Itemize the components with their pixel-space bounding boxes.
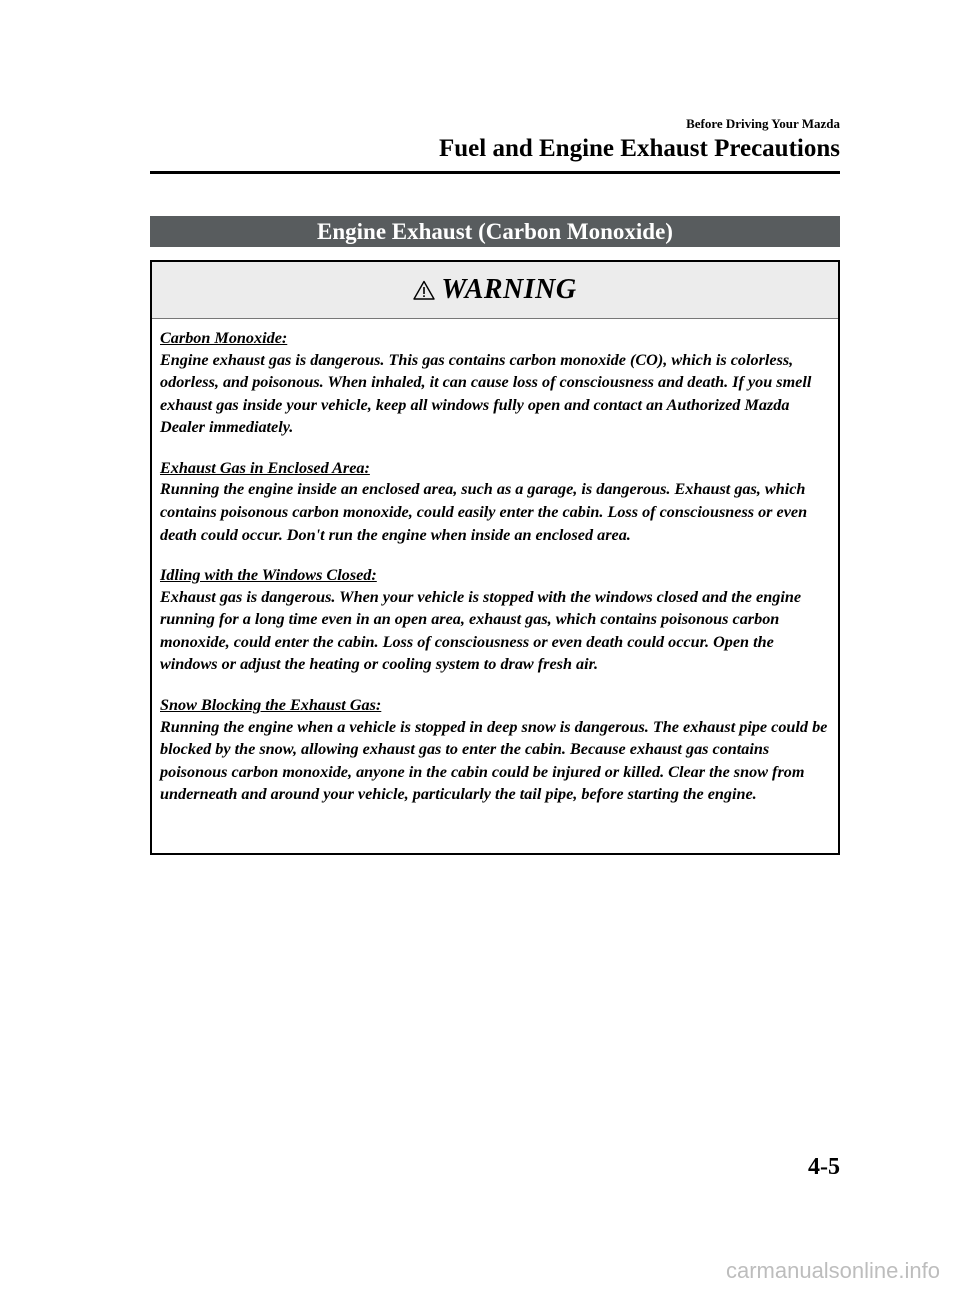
warning-item-text: Engine exhaust gas is dangerous. This gas contains carbon monoxide (CO), which is colorless, odorless, and poisonous. When inhaled, it can cause loss of consciousness and death. If you smell exhaust gas inside your vehicle, keep all windows fully open and contact an Authorized Mazda Dealer immediately. (160, 350, 812, 437)
header-divider (150, 171, 840, 174)
page-header (150, 116, 840, 164)
warning-triangle-icon (413, 280, 435, 300)
warning-item-text: Running the engine when a vehicle is stopped in deep snow is dangerous. The exhaust pipe could be blocked by the snow, allowing exhaust gas to enter the cabin. Because exhaust gas contains poisonous carbon monoxide, anyone in the cabin could be injured or killed. Clear the snow from underneath and around your vehicle, particularly the tail pipe, before starting the engine. (160, 717, 828, 804)
warning-item-carbon-monoxide (160, 328, 830, 439)
warning-body (152, 319, 838, 806)
warning-item-heading: Carbon Monoxide: (160, 329, 288, 347)
chapter-title: Before Driving Your Mazda (686, 116, 840, 131)
warning-item-heading: Exhaust Gas in Enclosed Area: (160, 458, 370, 477)
warning-item-heading: Snow Blocking the Exhaust Gas: (160, 696, 382, 715)
warning-header (152, 262, 838, 319)
warning-item-heading: Idling with the Windows Closed: (160, 566, 377, 585)
page-number: 4-5 (808, 1154, 840, 1180)
warning-box (150, 260, 840, 855)
watermark-link[interactable]: carmanualsonline.info (725, 1258, 940, 1283)
page-title: Fuel and Engine Exhaust Precautions (438, 135, 840, 162)
warning-item-idling-windows-closed (160, 565, 830, 676)
warning-item-text: Running the engine inside an enclosed area, such as a garage, is dangerous. Exhaust gas, which contains poisonous carbon monoxide, could easily enter the cabin. Loss of consciousness or even death could occur. Don't run the engine when inside an enclosed area. (160, 480, 808, 544)
warning-item-text: Exhaust gas is dangerous. When your vehicle is stopped with the windows closed and the engine running for a long time even in an open area, exhaust gas, which contains poisonous carbon monoxide, could enter the cabin. Loss of consciousness or even death could occur. Open the windows or adjust the heating or cooling system to draw fresh air. (160, 587, 802, 674)
warning-item-enclosed-area (160, 458, 830, 546)
warning-item-snow-blocking (160, 695, 830, 806)
section-title: Engine Exhaust (Carbon Monoxide) (150, 216, 840, 247)
warning-label: WARNING (441, 274, 577, 305)
